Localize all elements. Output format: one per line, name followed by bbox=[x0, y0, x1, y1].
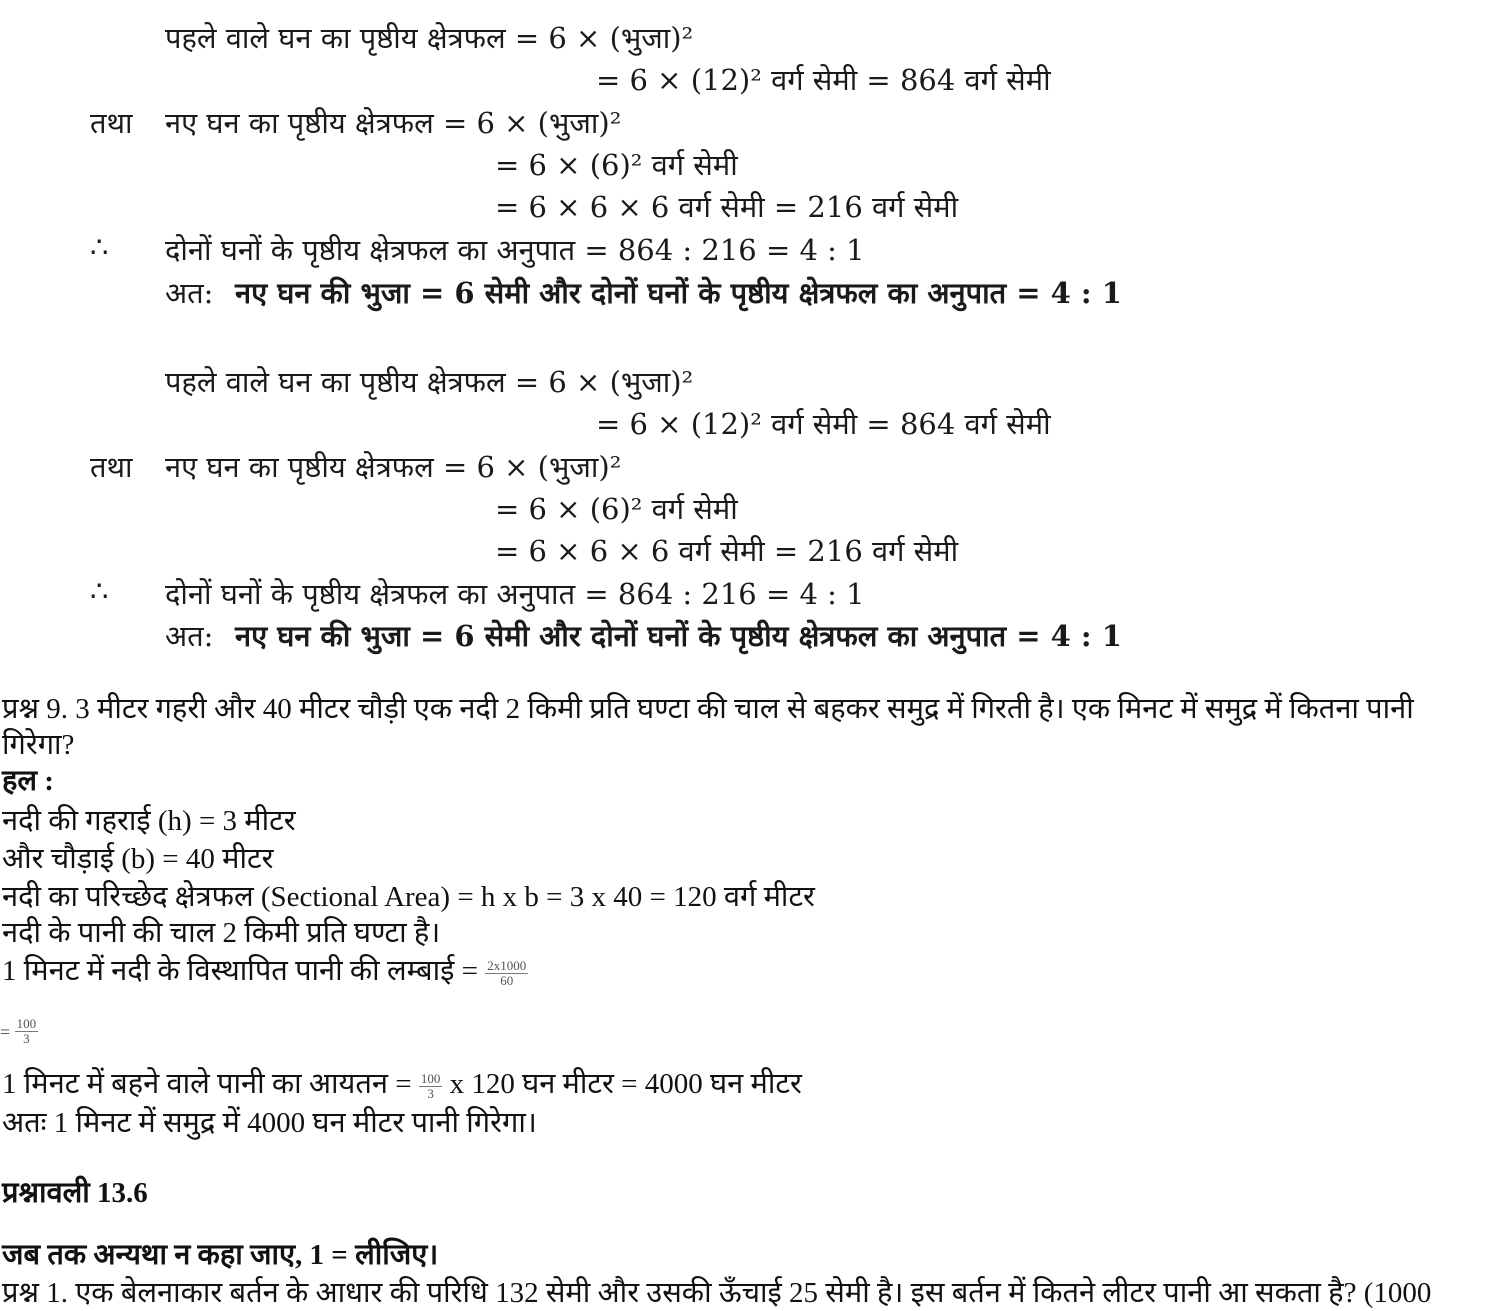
solution-label: हल : bbox=[2, 765, 54, 797]
exercise-instruction: जब तक अन्यथा न कहा जाए, 1 = लीजिए। bbox=[2, 1239, 439, 1271]
conclusion-bold: नए घन की भुजा = 6 सेमी और दोनों घनों के पृष्ठीय क्षेत्रफल का अनुपात = 4 : 1 bbox=[235, 619, 1122, 653]
length-fraction bbox=[485, 959, 528, 988]
displaced-length-text: 1 मिनट में नदी के विस्थापित पानी की लम्बाई = bbox=[2, 955, 486, 987]
first-cube-value: = 6 × (12)² वर्ग सेमी = 864 वर्ग सेमी bbox=[596, 63, 1051, 97]
question-9-line1 bbox=[2, 688, 1414, 727]
first-cube-area: पहले वाले घन का पृष्ठीय क्षेत्रफल = 6 × (भुजा)² bbox=[165, 365, 694, 399]
question-label: प्रश्न 1. bbox=[2, 1277, 69, 1309]
question-label: प्रश्न 9. bbox=[2, 693, 69, 725]
first-cube-area: पहले वाले घन का पृष्ठीय क्षेत्रफल = 6 × (भुजा)² bbox=[165, 21, 694, 55]
fraction-numerator: 100 bbox=[420, 1070, 441, 1086]
question-9-line2: गिरेगा? bbox=[2, 729, 75, 761]
question-text: 3 मीटर गहरी और 40 मीटर चौड़ी एक नदी 2 किमी प्रति घण्टा की चाल से बहकर समुद्र में गिरती है। एक मिनट में समुद्र में कितना पानी bbox=[68, 693, 1414, 725]
water-volume-text: 1 मिनट में बहने वाले पानी का आयतन = bbox=[2, 1068, 419, 1100]
result-line bbox=[0, 1013, 38, 1046]
new-cube-step1: = 6 × (6)² वर्ग सेमी bbox=[495, 148, 738, 182]
exercise-heading: प्रश्नावली 13.6 bbox=[2, 1177, 148, 1209]
conclusion-prefix: अत: bbox=[165, 276, 214, 310]
river-depth: नदी की गहराई (h) = 3 मीटर bbox=[2, 805, 296, 837]
question-text: एक बेलनाकार बर्तन के आधार की परिधि 132 सेमी और उसकी ऊँचाई 25 सेमी है। इस बर्तन में कितने लीटर पानी आ सकता है? (1000 bbox=[68, 1277, 1432, 1309]
result-fraction bbox=[15, 1017, 39, 1046]
water-volume-rest: x 120 घन मीटर = 4000 घन मीटर bbox=[442, 1068, 802, 1100]
river-speed: नदी के पानी की चाल 2 किमी प्रति घण्टा है। bbox=[2, 917, 441, 949]
fraction-denominator: 3 bbox=[23, 1030, 30, 1046]
displaced-length bbox=[2, 950, 528, 989]
sectional-area: नदी का परिच्छेद क्षेत्रफल (Sectional Area) = h x b = 3 x 40 = 120 वर्ग मीटर bbox=[2, 881, 815, 913]
ratio-line: दोनों घनों के पृष्ठीय क्षेत्रफल का अनुपात = 864 : 216 = 4 : 1 bbox=[165, 233, 865, 267]
new-cube-prefix: तथा bbox=[90, 450, 133, 484]
fraction-numerator: 100 bbox=[16, 1015, 37, 1031]
new-cube-prefix: तथा bbox=[90, 106, 133, 140]
water-volume bbox=[2, 1063, 802, 1102]
final-answer: अतः 1 मिनट में समुद्र में 4000 घन मीटर पानी गिरेगा। bbox=[2, 1107, 537, 1139]
first-cube-value: = 6 × (12)² वर्ग सेमी = 864 वर्ग सेमी bbox=[596, 407, 1051, 441]
conclusion-prefix: अत: bbox=[165, 619, 214, 653]
ratio-line: दोनों घनों के पृष्ठीय क्षेत्रफल का अनुपात = 864 : 216 = 4 : 1 bbox=[165, 577, 865, 611]
fraction-numerator: 2x1000 bbox=[487, 957, 527, 973]
therefore-symbol: ∴ bbox=[90, 230, 109, 264]
new-cube-step2: = 6 × 6 × 6 वर्ग सेमी = 216 वर्ग सेमी bbox=[495, 190, 959, 224]
fraction-denominator: 60 bbox=[500, 972, 514, 988]
exercise-question-1 bbox=[2, 1272, 1431, 1311]
new-cube-area: नए घन का पृष्ठीय क्षेत्रफल = 6 × (भुजा)² bbox=[165, 106, 622, 140]
therefore-symbol: ∴ bbox=[90, 574, 109, 608]
new-cube-step1: = 6 × (6)² वर्ग सेमी bbox=[495, 492, 738, 526]
new-cube-area: नए घन का पृष्ठीय क्षेत्रफल = 6 × (भुजा)² bbox=[165, 450, 622, 484]
new-cube-step2: = 6 × 6 × 6 वर्ग सेमी = 216 वर्ग सेमी bbox=[495, 534, 959, 568]
conclusion-bold: नए घन की भुजा = 6 सेमी और दोनों घनों के पृष्ठीय क्षेत्रफल का अनुपात = 4 : 1 bbox=[235, 276, 1122, 310]
equals-sign: = bbox=[0, 1022, 15, 1042]
volume-fraction bbox=[419, 1072, 443, 1101]
river-width: और चौड़ाई (b) = 40 मीटर bbox=[2, 843, 274, 875]
fraction-denominator: 3 bbox=[427, 1085, 434, 1101]
